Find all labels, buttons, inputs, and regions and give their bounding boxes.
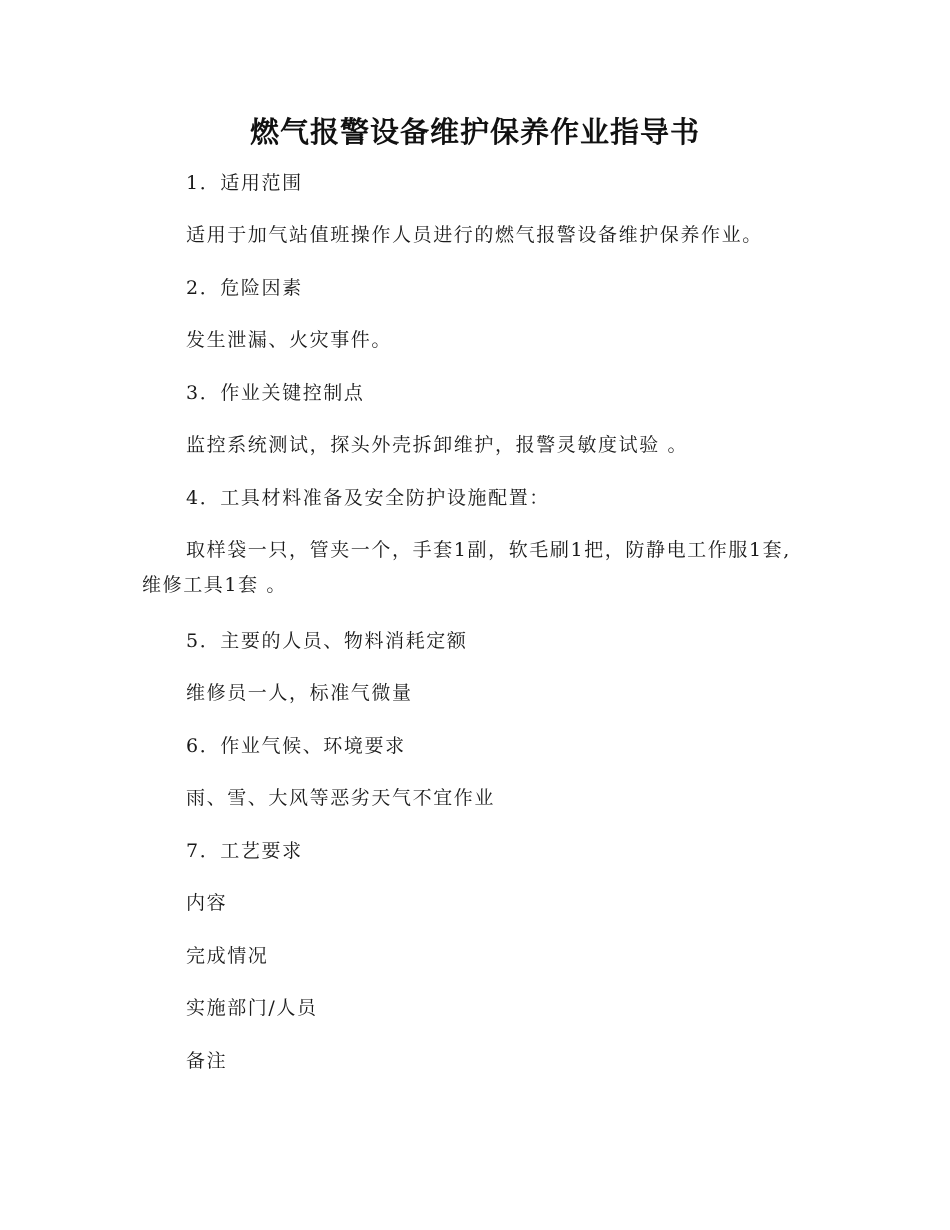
section-heading-key-control-points: 3．作业关键控制点: [186, 382, 365, 404]
table-label-department-personnel: 实施部门/人员: [186, 997, 318, 1019]
section-body-key-control-points: 监控系统测试，探头外壳拆卸维护，报警灵敏度试验 。: [186, 434, 689, 456]
section-heading-hazards: 2．危险因素: [186, 277, 303, 299]
table-label-content: 内容: [186, 892, 228, 914]
table-label-completion-status: 完成情况: [186, 945, 269, 967]
section-body-scope: 适用于加气站值班操作人员进行的燃气报警设备维护保养作业。: [186, 224, 763, 246]
section-body-environment: 雨、雪、大风等恶劣天气不宜作业: [186, 787, 496, 809]
section-heading-tools-materials: 4．工具材料准备及安全防护设施配置：: [186, 487, 550, 509]
table-label-remarks: 备注: [186, 1050, 228, 1072]
section-heading-scope: 1．适用范围: [186, 172, 303, 194]
section-body-personnel-quota: 维修员一人，标准气微量: [186, 682, 413, 704]
section-body-hazards: 发生泄漏、火灾事件。: [186, 329, 393, 351]
section-body-tools-materials: 取样袋一只，管夹一个，手套1副，软毛刷1把，防静电工作服1套,维修工具1套 。: [142, 539, 791, 596]
section-heading-process-requirements: 7．工艺要求: [186, 840, 303, 862]
section-heading-environment: 6．作业气候、环境要求: [186, 735, 406, 757]
document-title: 燃气报警设备维护保养作业指导书: [249, 115, 700, 149]
section-heading-personnel-quota: 5．主要的人员、物料消耗定额: [186, 630, 468, 652]
